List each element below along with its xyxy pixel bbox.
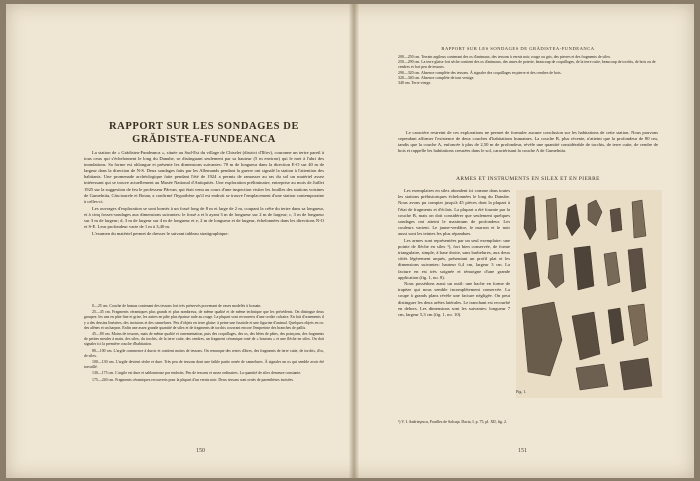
stratum-entry: 340 cm. Terre vierge. [398,81,432,86]
paragraph: L'examen du matériel permet de dresser le suivant tableau stratigraphique: [92,231,229,237]
figure-label: Fig. 1. [516,389,527,394]
paragraph: Le caractère restreint de ces explorations ne permet de formuler aucune conclusion sur les habitations de cette station. Nous pouvons cependant affirmer l'existence de deux couches d'habitations humaines. La couche B, plus récente, n'atteint que la profondeur de 80 cm, tandis que la couche A, enfoncée à plus de 2,50 m de profondeur, révèle une quantité considérable de torchis, de terre cuite, de cendre de bois et rappelle les habitations creusées dans le sol, caractérisant la couche A de Gumelnita. [398,130,658,154]
title-line-2: GRĂDISTEA-FUNDEANCA [132,134,276,145]
figure-plate [516,190,662,398]
flint-artifacts-illustration [516,190,662,398]
stratum-entry: 25—45 cm. Fragments céramiques plus grands et plus nombreux, de même qualité et de même technique que les précédents. On distingue deux groupes: les uns en pâte fine et grise, les autres en pâte plus épaisse rude au rouge. La plupart sont recouverts d'une croûte calcaire. En fait d'ornements il y a des dessins linéaires, des incisions et des cannelures. Peu d'objets en terre glaise: à peine une fusaïole et une figurine d'animal. Quelques objets en os: des alênes et un harpon. Enfin une assez grande quantité de silex et de fragments de torchis couvrant encore l'empreinte des branches de pallis. [84,310,324,330]
stratum-entry: 0—25 cm. Couche de humus contenant des tessons fort très préservés provenant de vases modelés à la main. [92,304,262,308]
paragraph: Les exemplaires en silex abondent ici comme dans toutes les stations préhistoriques échelonnées le long du Danube. Nous avons pu compter jusqu'à 45 pièces dont la plupart à l'état de fragments et d'éclats. La plupart a été fournie par la couche B, mais on doit considérer que seulement quelques sondages ont atteint le maximum de profondeur. Les couleurs varient. Le jaune-verdâtre, le marron et le noir aussi sont les teintes les plus répandues. [398,188,510,237]
stratum-entry: 100—130 cm. L'argile devient sèche et dure. Très peu de tessons dont une faible partie ornée de cannelures. À signaler un os qui semble avoir été travaillé. [84,360,324,370]
stratum-entry: 200—250 cm. Terrain argileux contenant des os d'animaux, des tessons à vernis noir, rouge ou gris, des pierres et des fragments de silex. [398,55,611,59]
stratum-entry: 175—240 cm. Fragments céramiques recouverts pour la plupart d'un vernis noir. Deux tessons sont ornés de parenthèses incisées. [92,377,294,382]
stratum-entry: 290—320 cm. Absence complète des tessons. À signaler des coquillages en pierre et des cendres de bois. [398,70,562,75]
book-spread [6,4,694,478]
strata-list [84,304,324,384]
stratum-entry: 130—175 cm. L'argile est dure et sablonneuse par endroits. Peu de tessons et assez ordinaires. La quantité de silex demeure constante. [92,371,302,376]
strata-continued [398,55,658,86]
running-head: RAPPORT SUR LES SONDAGES DE GRĂDISTEA-FUNDEANCA [441,46,595,51]
page-number-left: 150 [196,448,205,454]
stratum-entry: 80—100 cm. L'argile commence à durcir et contient moins de tessons. On remarque des restes d'âtres, des fragments de terre cuite, de torchis, d'os, de silex. [84,348,324,358]
page-number-right: 151 [518,448,527,454]
paragraph: Nous possédons aussi un outil: une hache en forme de trapèze qui nous semble incomplètement conservée. La coupe à grands plans révèle une facture négligée. On peut distinguer les deux arêtes latérales. Le tranchant est recourbé en dehors. Les dimensions sont les suivantes: longueur 7 cm, largeur 5,3 cm (fig. 1, no. 10). [398,281,510,318]
stratum-entry: 320—340 cm. Absence complète de tout vestige. [398,75,475,80]
paragraph: La station de « Grădistea-Fundeanca », située au Sud-Est du village de Chiselet (district d'Ilfov), couronne un tertre pareil à tous ceux qui s'échelonnent le long du Danube, se distinguant seulement par sa hauteur (5 m environ) qui le met à l'abri des inondations. Sa forme est oblongue et présente les dimensions suivantes: 70 m de longueur dans la direction E-O sur 40 m de largeur dans la direction de N-S. Deux sondages faits par les Allemands pendant la guerre ont signalé la station à l'attention des habitants. Une promenade archéologique faite pendant l'été de 1924 a permis de ramasser au ras du sol un matériel assez intéressant qui se trouve actuellement au Musée National d'Antiquités. Une exploration préliminaire, entreprise au mois de Juillet 1925 sur la suggestion de feu le professeur Pârvan, qui était venu au cours d'une inspection visiter les fouilles des stations voisines de Gumelnita, Căscioarele et Boian, a confirmé l'hypothèse qu'il est endroit se trouve l'emplacement d'une station contemporaine à celles-ci. [84,150,324,204]
conclusion-paragraph [398,130,658,154]
title-line-1: RAPPORT SUR LES SONDAGES DE [108,121,300,132]
paragraph: Les ouvrages d'exploration se sont bornés à un fossé long de 8 m et large de 2 m, coupant la crête du tertre dans sa longueur, et à cinq fosses-sondages aux dimensions suivantes: le fossé a et b ayant 3 m de longueur sur 2 m de largeur; c, 3 m de longueur sur 3 m de largeur; d, 3 m de largeur sur 4 m de longueur et e, 2 m de longueur et de largeur, échelonnées dans les directions N-O et S-E. Leur profondeur varie de 1 m à 3,40 m. [84,205,324,230]
left-body [84,150,324,238]
paragraph: Les armes sont représentées par un seul exemplaire: une pointe de flèche en silex ¹), fort bien conservée, de forme triangulaire, simple, à base droite, sans barbelures, aux deux côtés légèrement arqués, présentant un profil plat et les dimensions suivantes: hauteur 6,4 cm, largeur 3 cm. La facture en est très soignée et témoigne d'une grande application (fig. 1, no. 8). [398,237,510,280]
stratum-entry: 250—290 cm. La terre glaise fort sèche contient des os d'animaux, des anses de poterie, beaucoup de coquillages, de la terre cuite, beaucoup de torchis, de bois ou de cendres et fort peu de tessons. [398,60,656,70]
section-subtitle: ARMES ET INSTRUMENTS EN SILEX ET EN PIERRE [456,176,600,182]
right-page [358,4,694,478]
stratum-entry: 45—80 cm. Moins de tessons, mais de même qualité et ornementation, puis des coquillages, des os, des bêtes de pâtes, des poinçons, des fragments de petites meules à main, des silex, du torchis, de la terre cuite, des cendres, un fragment céramique orné de « boutons » et une flèche en silex. On doit signaler ici la première couche d'habitation. [84,332,324,347]
footnote: ¹) V. I. Andrieşescu, Fouilles de Salcuţa. Dacia, I. p. 75, pl. XII, fig. 2. [398,420,507,424]
page-title [84,120,324,146]
text-column [398,188,510,318]
left-page [6,4,352,478]
